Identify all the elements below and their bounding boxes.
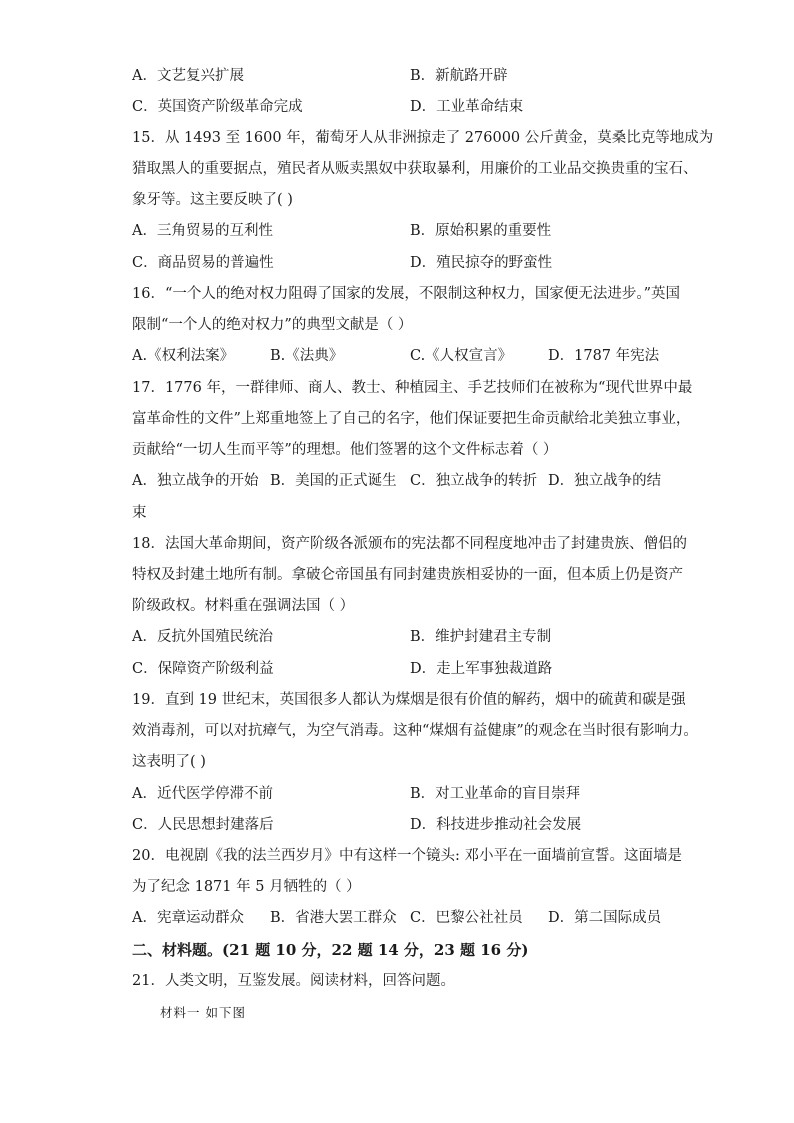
q18-text-line-2: 特权及封建土地所有制。拿破仑帝国虽有同封建贵族相妥协的一面，但本质上仍是资产 xyxy=(132,567,683,583)
q16-option-a: A.《权利法案》 xyxy=(132,348,235,364)
q21-text-line-1: 21．人类文明，互鉴发展。阅读材料，回答问题。 xyxy=(132,973,455,989)
q15-text-line-2: 猎取黑人的重要据点，殖民者从贩卖黑奴中获取暴利，用廉价的工业品交换贵重的宝石、 xyxy=(132,161,698,177)
q18-option-b: B．维护封建君主专制 xyxy=(410,629,552,645)
q14-option-c: C．英国资产阶级革命完成 xyxy=(132,99,303,115)
q16-option-b: B.《法典》 xyxy=(270,348,344,364)
q17-option-a: A．独立战争的开始 xyxy=(132,473,259,489)
q20-option-c: C．巴黎公社社员 xyxy=(410,910,523,926)
q16-text-line-1: 16．“一个人的绝对权力阻碍了国家的发展，不限制这种权力，国家便无法进步。”英国 xyxy=(132,286,681,302)
q20-option-b: B．省港大罢工群众 xyxy=(270,910,397,926)
q19-option-b: B．对工业革命的盲目崇拜 xyxy=(410,786,581,802)
q18-text-line-3: 阶级政权。材料重在强调法国（ ） xyxy=(132,598,355,614)
q21-material-label: 材料一 如下图 xyxy=(160,1005,246,1020)
q18-option-a: A．反抗外国殖民统治 xyxy=(132,629,273,645)
q15-option-c: C．商品贸易的普遍性 xyxy=(132,255,274,271)
q17-text-line-3: 贡献给“一切人生而平等”的理想。他们签署的这个文件标志着（ ） xyxy=(132,442,558,458)
q15-option-a: A．三角贸易的互利性 xyxy=(132,223,273,239)
q18-text-line-1: 18．法国大革命期间，资产阶级各派颁布的宪法都不同程度地冲击了封建贵族、僧侣的 xyxy=(132,536,687,552)
q16-text-line-2: 限制“一个人的绝对权力”的典型文献是（ ） xyxy=(132,317,413,333)
q14-option-b: B．新航路开辟 xyxy=(410,68,508,84)
q19-text-line-3: 这表明了( ) xyxy=(132,754,206,770)
q20-option-a: A．宪章运动群众 xyxy=(132,910,244,926)
q19-option-a: A．近代医学停滞不前 xyxy=(132,786,273,802)
q15-text-line-1: 15．从 1493 至 1600 年，葡萄牙人从非洲掠走了 276000 公斤黄金，莫桑比克等地成为 xyxy=(132,130,714,146)
q17-option-c: C．独立战争的转折 xyxy=(410,473,538,489)
q17-option-b: B．美国的正式诞生 xyxy=(270,473,397,489)
q14-option-a: A．文艺复兴扩展 xyxy=(132,68,244,84)
q20-text-line-1: 20．电视剧《我的法兰西岁月》中有这样一个镜头: 邓小平在一面墙前宣誓。这面墙是 xyxy=(132,848,682,864)
q15-text-line-3: 象牙等。这主要反映了( ) xyxy=(132,192,293,208)
q16-option-c: C.《人权宣言》 xyxy=(410,348,513,364)
q16-option-d: D．1787 年宪法 xyxy=(548,348,660,364)
q15-option-b: B．原始积累的重要性 xyxy=(410,223,552,239)
q18-option-c: C．保障资产阶级利益 xyxy=(132,661,274,677)
q20-text-line-2: 为了纪念 1871 年 5 月牺牲的（ ） xyxy=(132,879,361,895)
section-heading-material-questions: 二、材料题。(21 题 10 分，22 题 14 分，23 题 16 分) xyxy=(132,941,529,959)
q15-option-d: D．殖民掠夺的野蛮性 xyxy=(410,255,553,271)
q19-text-line-2: 效消毒剂，可以对抗瘴气，为空气消毒。这种“煤烟有益健康”的观念在当时很有影响力。 xyxy=(132,723,698,739)
q17-option-d-wrap: 束 xyxy=(132,505,147,521)
q17-text-line-2: 富革命性的文件”上郑重地签上了自己的名字，他们保证要把生命贡献给北美独立事业， xyxy=(132,411,691,427)
q18-option-d: D．走上军事独裁道路 xyxy=(410,661,553,677)
q17-text-line-1: 17．1776 年，一群律师、商人、教士、种植园主、手艺技师们在被称为“现代世界中最 xyxy=(132,380,693,396)
q19-option-d: D．科技进步推动社会发展 xyxy=(410,817,582,833)
q17-option-d: D．独立战争的结 xyxy=(548,473,662,489)
q14-option-d: D．工业革命结束 xyxy=(410,99,524,115)
q20-option-d: D．第二国际成员 xyxy=(548,910,662,926)
q19-text-line-1: 19．直到 19 世纪末，英国很多人都认为煤烟是很有价值的解药，烟中的硫黄和碳是强 xyxy=(132,692,686,708)
q19-option-c: C．人民思想封建落后 xyxy=(132,817,274,833)
